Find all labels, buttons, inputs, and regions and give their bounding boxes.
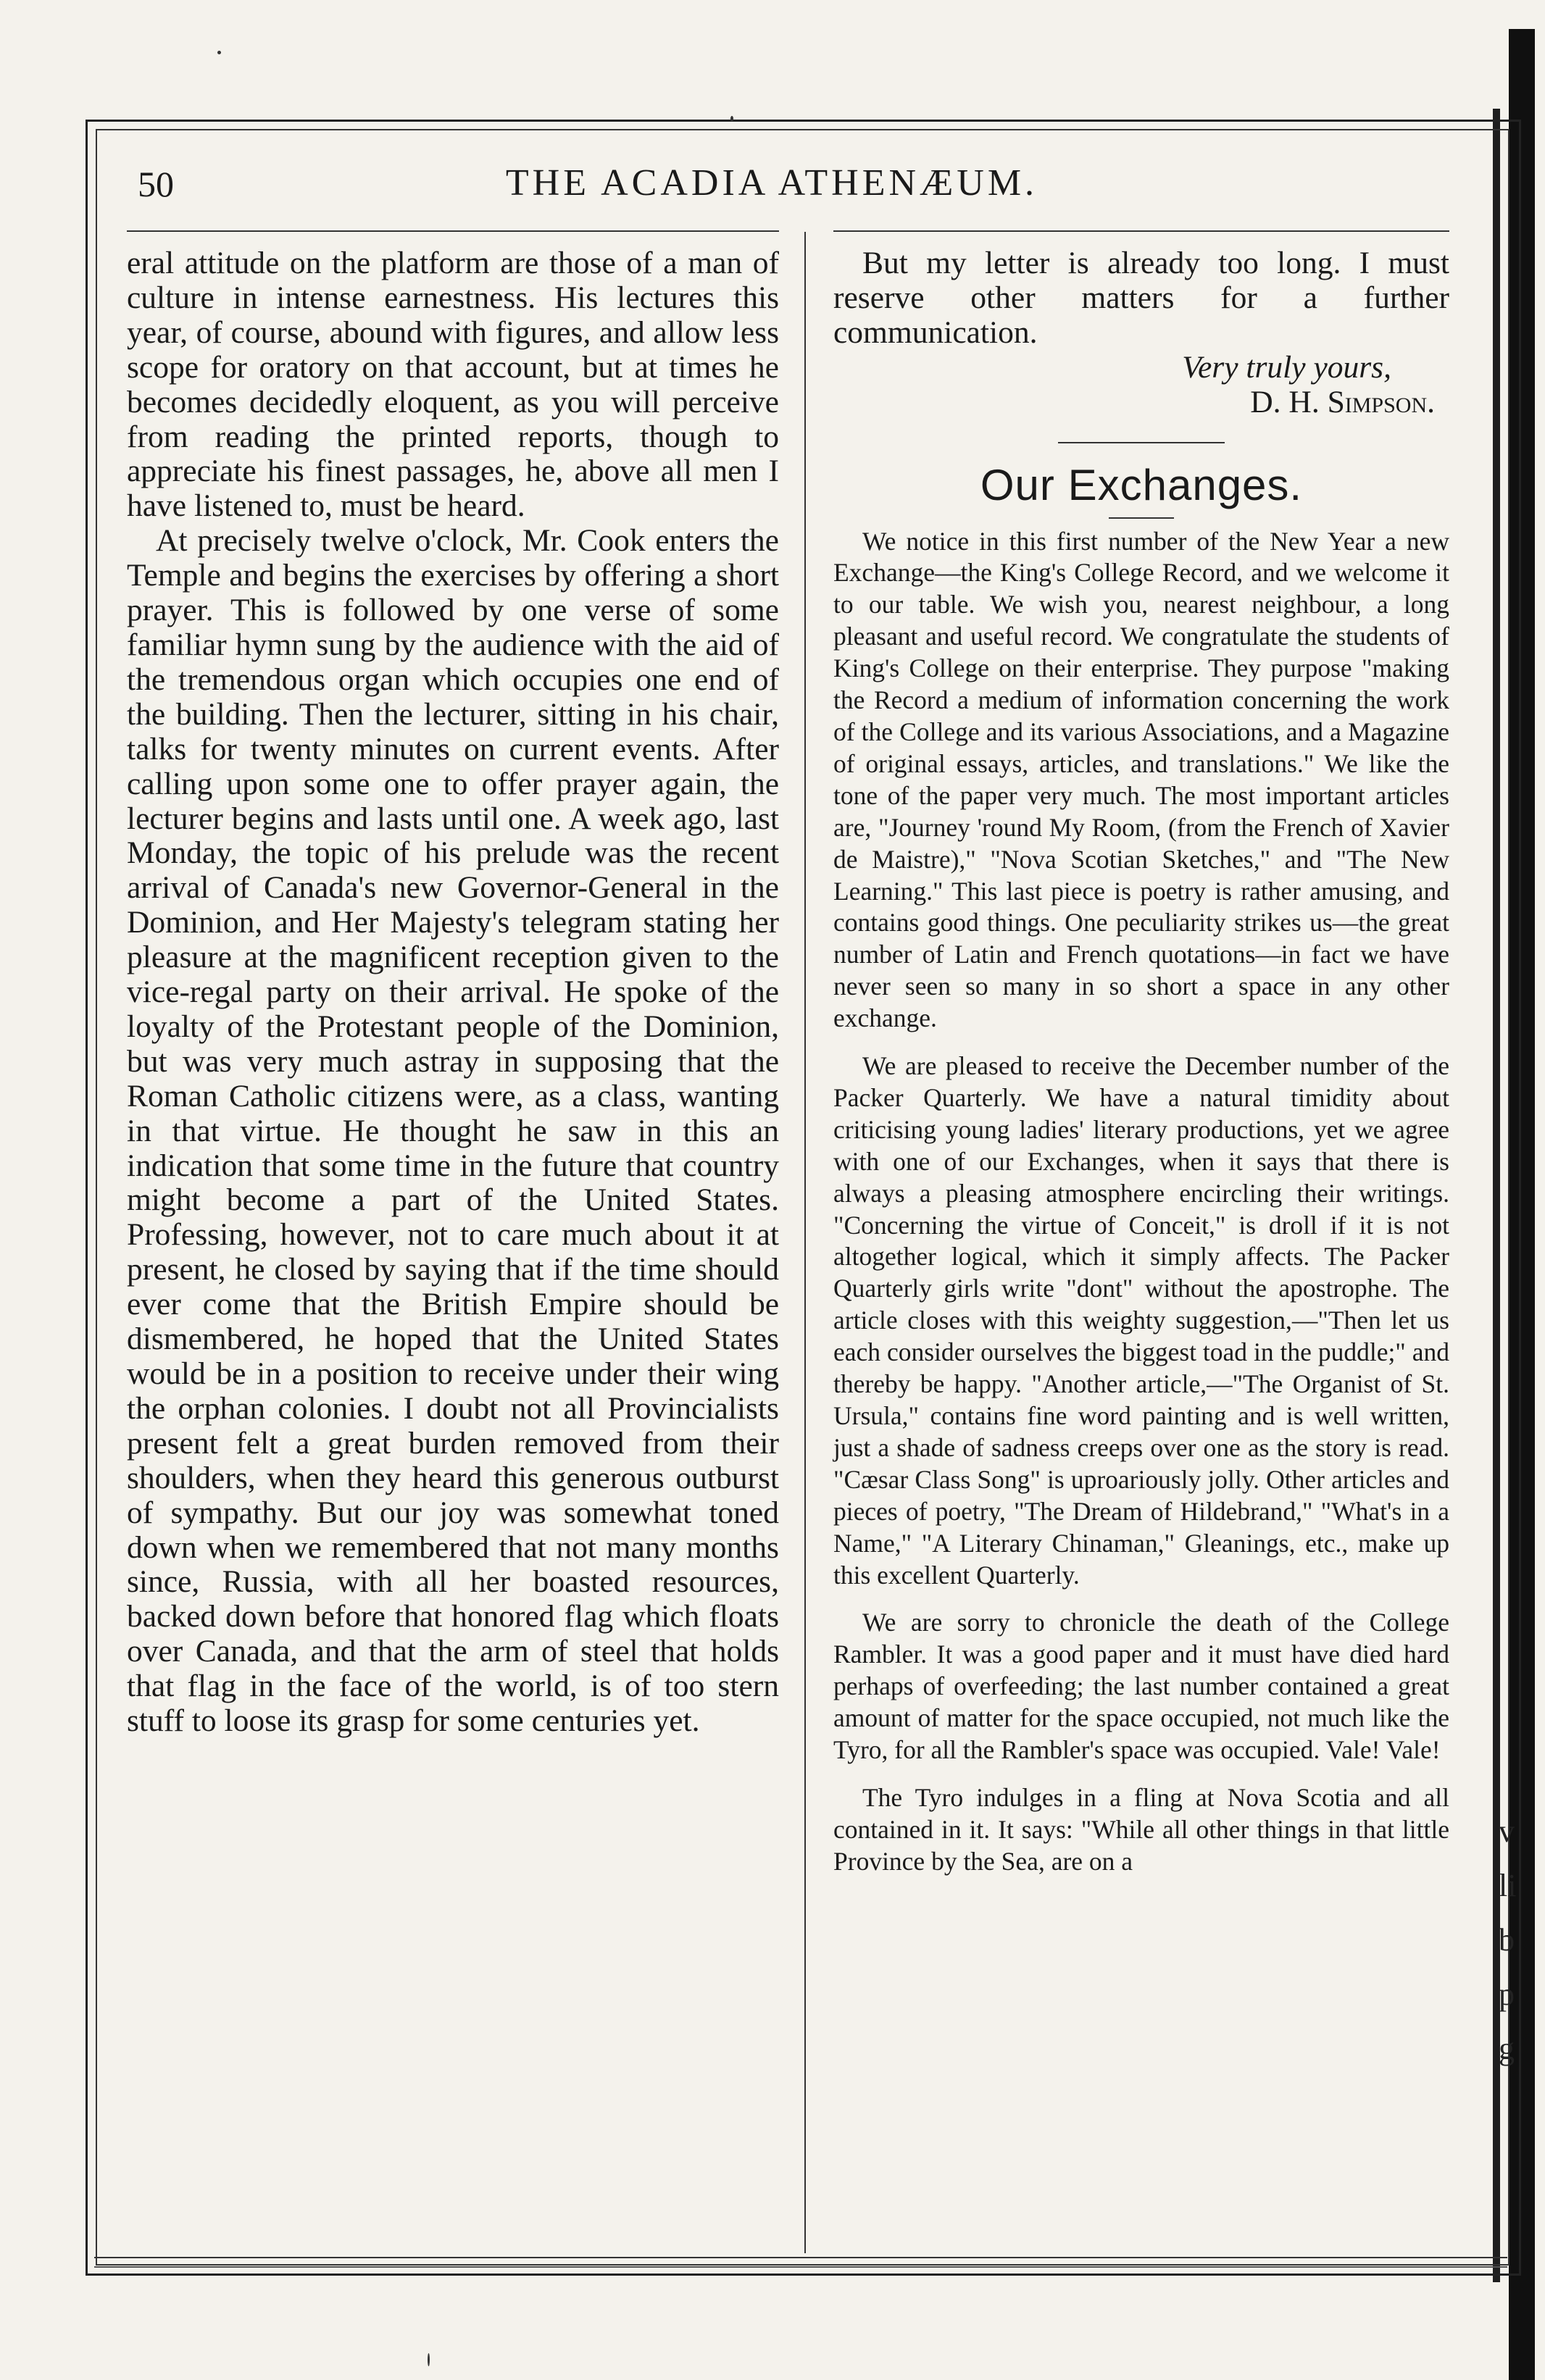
left-paragraph-2: At precisely twelve o'clock, Mr. Cook enters the Temple and begins the exercises by offering a short prayer. This is followed by one verse of some familiar hymn sung by the audience with the aid of the tremendous organ which occupies one end of the building. Then the lecturer, sitting in his chair, talks for twenty minutes on current events. After calling upon some one to offer prayer again, the lecturer begins and lasts until one. A week ago, last Monday, the topic of his prelude was the recent arrival of Canada's new Governor-General in the Dominion, and Her Majesty's telegram stating her pleasure at the magnificent reception given to the vice-regal party on their arrival. He spoke of the loyalty of the Protestant people of the Dominion, but was very much astray in supposing that the Roman Catholic citizens were, as a class, wanting in that virtue. He thought he saw in this an indication that some time in the future that country might become a part of the United States. Professing, however, not to care much about it at present, he closed by saying that if the time should ever come that the British Empire should be dismembered, he hoped that the United States would be in a position to receive under their wing the orphan colonies. I doubt not all Provincialists present felt a great burden removed from their shoulders, when they heard this generous outburst of sympathy. But our joy was somewhat toned down when we remembered that not many months since, Russia, with all her boasted resources, backed down before that honored flag which floats over Canada, and that the arm of steel that holds that flag in the face of the world, is of too stern stuff to loose its grasp for some centuries yet. — [127, 523, 779, 1739]
scan-speck — [217, 51, 221, 54]
page-number: 50 — [138, 164, 174, 204]
right-header-rule — [833, 230, 1449, 232]
scan-speck — [428, 2353, 430, 2366]
left-header-rule — [127, 230, 779, 232]
left-paragraph-1: eral attitude on the platform are those of a man of culture in intense earnestness. His lectures this year, of course, abound with figures, and allow less scope for oratory on that account, but at times he becomes decidedly eloquent, as you will perceive from reading the printed reports, though to appreciate his finest passages, he, above all men I have listened to, must be heard. — [127, 246, 779, 524]
section-separator — [1058, 442, 1225, 443]
exchange-paragraph: We notice in this first number of the New Year a new Exchange—the King's College Record, and we welcome it to our table. We wish you, nearest neighbour, a long pleasant and useful record. We congratulate the students of King's College on their enterprise. They purpose "making the Record a medium of information concerning the work of the College and its various Associations, and a Magazine of original essays, articles, and translations." We like the tone of the paper very much. The most important articles are, "Journey 'round My Room, (from the French of Xavier de Maistre)," "Nova Scotian Sketches," and "The New Learning." This last piece is poetry is rather amusing, and contains good things. One peculiarity strikes us—the great number of Latin and French quotations—in fact we have never seen so many in so short a space in any other exchange. — [833, 526, 1449, 1033]
heading-rule — [1109, 517, 1174, 519]
column-divider — [804, 232, 806, 2253]
margin-letter: b — [1499, 1922, 1515, 1958]
scan-speck — [730, 116, 733, 122]
bottom-rule-inner — [94, 2266, 1507, 2268]
margin-letter: g — [1499, 2031, 1515, 2066]
margin-letter: li — [1499, 1868, 1517, 1903]
letter-ending: But my letter is already too long. I must reserve other matters for a further communication. — [833, 246, 1449, 350]
bottom-rule — [94, 2257, 1507, 2258]
left-column — [127, 246, 779, 1739]
letter-closing: Very truly yours, — [1182, 349, 1391, 385]
margin-letter: v — [1499, 1813, 1515, 1849]
page-header — [109, 156, 1435, 214]
right-column — [833, 246, 1449, 1894]
letter-signature: D. H. Simpson. — [1250, 384, 1435, 419]
exchange-paragraph: The Tyro indulges in a fling at Nova Scotia and all contained in it. It says: "While all other things in that little Province by the Sea, are on a — [833, 1782, 1449, 1876]
exchange-paragraph: We are pleased to receive the December number of the Packer Quarterly. We have a natural timidity about criticising young ladies' literary productions, yet we agree with one of our Exchanges, when it says that there is always a pleasing atmosphere encircling their writings. "Concerning the virtue of Conceit," is droll if it is not altogether logical, which it simply affects. The Packer Quarterly girls write "dont" without the apostrophe. The article closes with this weighty suggestion,—"Then let us each consider ourselves the biggest toad in the puddle;" and thereby be happy. "Another article,—"The Organist of St. Ursula," contains fine word painting and is well written, just a shade of sadness creeps over one as the story is read. "Cæsar Class Song" is uproariously jolly. Other articles and pieces of poetry, "The Dream of Hildebrand," "What's in a Name," "A Literary Chinaman," Gleanings, etc., make up this excellent Quarterly. — [833, 1051, 1449, 1590]
margin-letter: p — [1499, 1976, 1515, 2012]
adjacent-page-fragment — [1499, 1804, 1516, 2076]
exchange-paragraph: We are sorry to chronicle the death of the College Rambler. It was a good paper and it must have died hard perhaps of overfeeding; the last number contained a great amount of matter for the space occupied, not much like the Tyro, for all the Rambler's space was occupied. Vale! Vale! — [833, 1608, 1449, 1765]
journal-title: THE ACADIA ATHENÆUM. — [505, 162, 1038, 204]
section-heading: Our Exchanges. — [980, 460, 1303, 509]
